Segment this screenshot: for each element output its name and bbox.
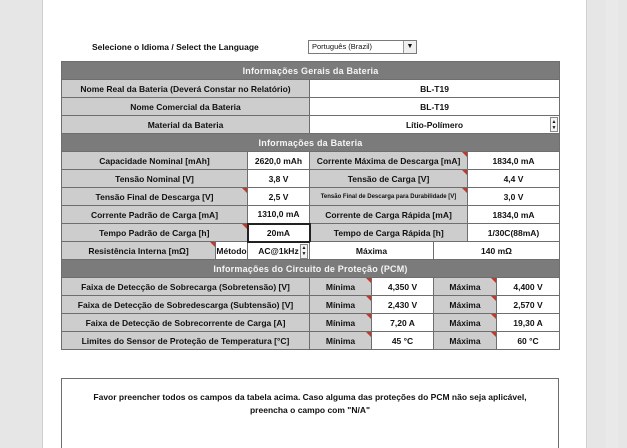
pcm-max-label: Máxima	[434, 314, 497, 332]
charge-voltage-label: Tensão de Carga [V]	[310, 170, 468, 188]
commercial-name-field[interactable]: BL-T19	[310, 98, 560, 116]
standard-charge-current-field[interactable]: 1310,0 mA	[248, 206, 310, 224]
pcm-max-field[interactable]: 19,30 A	[497, 314, 560, 332]
pcm-row-label: Limites do Sensor de Proteção de Temperatura [°C]	[62, 332, 310, 350]
battery-info-header: Informações da Bateria	[62, 134, 560, 152]
commercial-name-label: Nome Comercial da Bateria	[62, 98, 310, 116]
method-spinner-icon[interactable]: ▲ ▼	[301, 245, 307, 257]
note-line-1: Favor preencher todos os campos da tabela acima. Caso alguma das proteções do PCM não seja aplicável,	[93, 392, 527, 402]
pcm-info-header: Informações do Circuito de Proteção (PCM)	[62, 260, 560, 278]
pcm-min-field[interactable]: 2,430 V	[372, 296, 434, 314]
resistance-max-field[interactable]: 140 mΩ	[434, 242, 560, 260]
final-discharge-voltage-field[interactable]: 2,5 V	[248, 188, 310, 206]
standard-charge-time-field[interactable]: 20mA	[248, 224, 310, 242]
fast-charge-time-label: Tempo de Carga Rápida [h]	[310, 224, 468, 242]
material-value: Lítio-Polímero	[405, 119, 464, 130]
pcm-max-field[interactable]: 4,400 V	[497, 278, 560, 296]
nominal-voltage-field[interactable]: 3,8 V	[248, 170, 310, 188]
chevron-down-icon[interactable]: ▼	[403, 41, 416, 53]
max-discharge-current-field[interactable]: 1834,0 mA	[468, 152, 560, 170]
pcm-min-label: Mínima	[310, 278, 372, 296]
pcm-min-field[interactable]: 4,350 V	[372, 278, 434, 296]
material-field[interactable]	[310, 116, 560, 134]
nominal-capacity-label: Capacidade Nominal [mAh]	[62, 152, 248, 170]
standard-charge-current-label: Corrente Padrão de Carga [mA]	[62, 206, 248, 224]
pcm-max-field[interactable]: 2,570 V	[497, 296, 560, 314]
note-line-2: preencha o campo com "N/A"	[249, 405, 370, 415]
nominal-voltage-label: Tensão Nominal [V]	[62, 170, 248, 188]
pcm-min-field[interactable]: 45 °C	[372, 332, 434, 350]
nominal-capacity-field[interactable]: 2620,0 mAh	[248, 152, 310, 170]
fast-charge-current-label: Corrente de Carga Rápida [mA]	[310, 206, 468, 224]
language-select[interactable]	[308, 40, 417, 54]
pcm-min-label: Mínima	[310, 296, 372, 314]
battery-form-table	[61, 61, 560, 350]
language-label: Selecione o Idioma / Select the Language	[92, 42, 259, 52]
method-field[interactable]	[248, 242, 310, 260]
instructions-note	[61, 378, 559, 448]
max-discharge-current-label: Corrente Máxima de Descarga [mA]	[310, 152, 468, 170]
pcm-row-label: Faixa de Detecção de Sobredescarga (Subtensão) [V]	[62, 296, 310, 314]
pcm-max-label: Máxima	[434, 332, 497, 350]
pcm-max-field[interactable]: 60 °C	[497, 332, 560, 350]
pcm-min-field[interactable]: 7,20 A	[372, 314, 434, 332]
final-discharge-voltage-label: Tensão Final de Descarga [V]	[62, 188, 248, 206]
real-name-field[interactable]: BL-T19	[310, 80, 560, 98]
resistance-max-label: Máxima	[310, 242, 434, 260]
durability-discharge-voltage-field[interactable]: 3,0 V	[468, 188, 560, 206]
pcm-row-label: Faixa de Detecção de Sobrecarga (Sobretensão) [V]	[62, 278, 310, 296]
method-label: Método	[216, 242, 248, 260]
durability-discharge-voltage-label: Tensão Final de Descarga para Durabilidade [V]	[310, 188, 468, 206]
language-selected-value: Português (Brazil)	[312, 42, 373, 51]
pcm-min-label: Mínima	[310, 314, 372, 332]
pcm-min-label: Mínima	[310, 332, 372, 350]
pcm-row-label: Faixa de Detecção de Sobrecorrente de Carga [A]	[62, 314, 310, 332]
language-row	[92, 39, 417, 55]
pcm-max-label: Máxima	[434, 296, 497, 314]
vertical-scrollbar[interactable]	[606, 0, 618, 448]
general-info-header: Informações Gerais da Bateria	[62, 62, 560, 80]
fast-charge-current-field[interactable]: 1834,0 mA	[468, 206, 560, 224]
method-value: AC@1kHz	[258, 245, 299, 256]
real-name-label: Nome Real da Bateria (Deverá Constar no Relatório)	[62, 80, 310, 98]
internal-resistance-label: Resistência Interna [mΩ]	[62, 242, 216, 260]
fast-charge-time-field[interactable]: 1/30C(88mA)	[468, 224, 560, 242]
pcm-max-label: Máxima	[434, 278, 497, 296]
standard-charge-time-label: Tempo Padrão de Carga [h]	[62, 224, 248, 242]
material-label: Material da Bateria	[62, 116, 310, 134]
material-spinner-icon[interactable]: ▲ ▼	[551, 118, 557, 131]
charge-voltage-field[interactable]: 4,4 V	[468, 170, 560, 188]
